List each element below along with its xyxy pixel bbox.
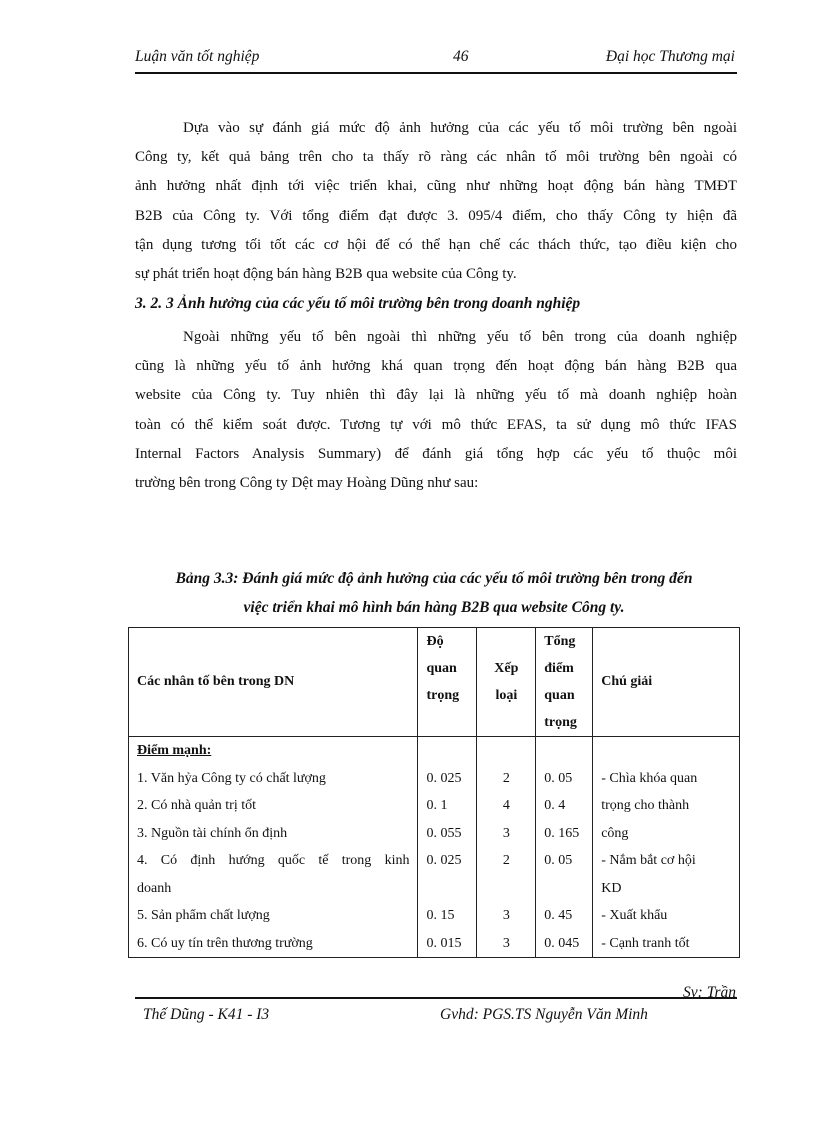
table-caption — [128, 564, 740, 622]
weight-value: 0. 025 — [426, 853, 462, 868]
factor-item: 1. Văn hỷa Công ty có chất lượng — [137, 770, 326, 786]
score-value: 0. 4 — [544, 798, 566, 813]
header-weight-line: trọng — [426, 688, 460, 703]
rank-value: 3 — [502, 908, 510, 923]
header-weight — [418, 628, 477, 737]
note-line: - Nắm bắt cơ hội — [601, 853, 696, 868]
note-line: trọng cho thành — [601, 798, 690, 813]
header-weight-line: Độ — [426, 634, 444, 649]
paragraph-line: trường bên trong Công ty Dệt may Hoàng Dũng như sau: — [135, 475, 479, 492]
weight-cell — [418, 737, 477, 958]
page-header — [135, 46, 737, 70]
score-value: 0. 05 — [544, 770, 573, 786]
factor-item: doanh — [137, 880, 172, 896]
header-rule — [135, 72, 737, 74]
paragraph-line: Internal Factors Analysis Summary) để đánh giá tổng hợp các yếu tố thuộc môi — [135, 445, 737, 462]
paragraph-external-factors — [135, 114, 737, 289]
weight-value: 0. 055 — [426, 825, 462, 841]
section-heading: 3. 2. 3 Ảnh hưởng của các yếu tố môi trường bên trong doanh nghiệp — [135, 295, 581, 312]
rank-cell — [477, 737, 536, 958]
weight-value: 0. 015 — [426, 935, 462, 951]
header-score — [536, 628, 593, 737]
header-score-line: quan — [544, 688, 575, 703]
paragraph-line: cũng là những yếu tố ảnh hưởng khá quan trọng đến hoạt động bán hàng B2B qua — [135, 358, 737, 375]
footer-supervisor: Gvhd: PGS.TS Nguyễn Văn Minh — [440, 1006, 648, 1023]
paragraph-internal-factors — [135, 323, 737, 498]
weight-value: 0. 1 — [426, 798, 448, 813]
factor-item: 5. Sản phẩm chất lượng — [137, 908, 270, 923]
caption-line-2: việc triển khai mô hình bán hàng B2B qua website Công ty. — [243, 599, 625, 616]
score-value: 0. 05 — [544, 853, 573, 868]
rank-value: 2 — [502, 853, 510, 868]
header-note: Chú giải — [593, 628, 740, 737]
score-value: 0. 165 — [544, 825, 580, 841]
weight-value: 0. 15 — [426, 908, 455, 923]
header-page-number: 46 — [453, 48, 469, 65]
rank-value: 3 — [502, 825, 510, 841]
paragraph-line: Dựa vào sự đánh giá mức độ ảnh hưởng của các yếu tố môi trường bên ngoài — [183, 120, 737, 136]
header-thesis-title: Luận văn tốt nghiệp — [135, 48, 260, 65]
footer-student-name: Thế Dũng - K41 - I3 — [143, 1006, 270, 1023]
note-line: KD — [601, 880, 622, 896]
rank-value: 2 — [502, 770, 510, 786]
ifas-table — [128, 627, 740, 958]
paragraph-line: Ngoài những yếu tố bên ngoài thì những yếu tố bên trong của doanh nghiệp — [183, 329, 737, 345]
table-row — [129, 737, 740, 958]
note-line: công — [601, 825, 629, 841]
paragraph-line: tận dụng tương tối tốt các cơ hội để có thể hạn chế các thách thức, tạo điều kiện cho — [135, 236, 737, 253]
paragraph-line: website của Công ty. Tuy nhiên thì đây lại là những yếu tố mà doanh nghiệp hoàn — [135, 387, 737, 404]
header-weight-line: quan — [426, 661, 457, 676]
header-rank-line: Xếp — [494, 661, 519, 676]
paragraph-line: B2B của Công ty. Với tổng điểm đạt được 3. 095/4 điểm, cho thấy Công ty hiện đã — [135, 207, 737, 224]
header-score-line: trọng — [544, 715, 577, 730]
footer-rule — [135, 997, 737, 999]
paragraph-line: Công ty, kết quả bảng trên cho ta thấy rõ ràng các nhân tố môi trường bên ngoài có — [135, 149, 737, 166]
factor-item: 4. Có định hướng quốc tế trong kinh — [137, 853, 410, 868]
factor-item: 2. Có nhà quản trị tốt — [137, 798, 256, 813]
caption-line-1: Bảng 3.3: Đánh giá mức độ ảnh hưởng của các yếu tố môi trường bên trong đến — [175, 570, 693, 587]
score-value: 0. 045 — [544, 935, 580, 951]
header-factor: Các nhân tố bên trong DN — [129, 628, 418, 737]
weight-value: 0. 025 — [426, 770, 462, 786]
factor-cell — [129, 737, 418, 958]
header-university: Đại học Thương mại — [605, 48, 735, 65]
paragraph-line: toàn có thể kiểm soát được. Tương tự với mô thức EFAS, ta sử dụng mô thức IFAS — [135, 416, 737, 433]
factor-item: 3. Nguồn tài chính ổn định — [137, 825, 288, 841]
header-score-line: điểm — [544, 661, 574, 676]
note-line: - Xuất khẩu — [601, 908, 668, 923]
note-cell — [593, 737, 740, 958]
rank-value: 3 — [502, 935, 510, 951]
header-score-line: Tổng — [544, 634, 576, 649]
header-rank — [477, 628, 536, 737]
table-header-row — [129, 628, 740, 737]
score-value: 0. 45 — [544, 908, 573, 923]
rank-value: 4 — [502, 798, 510, 813]
paragraph-line: ảnh hưởng nhất định tới việc triển khai, cũng như những hoạt động bán hàng TMĐT — [135, 178, 737, 195]
factor-item: 6. Có uy tín trên thương trường — [137, 935, 313, 951]
note-line: - Chìa khóa quan — [601, 770, 698, 786]
paragraph-line: sự phát triển hoạt động bán hàng B2B qua website của Công ty. — [135, 266, 517, 283]
note-line: - Cạnh tranh tốt — [601, 935, 690, 951]
score-cell — [536, 737, 593, 958]
header-rank-line: loại — [495, 688, 518, 703]
footer-student-label: Sv: Trần — [683, 984, 736, 1001]
section-label-strengths: Điểm mạnh: — [137, 743, 212, 758]
